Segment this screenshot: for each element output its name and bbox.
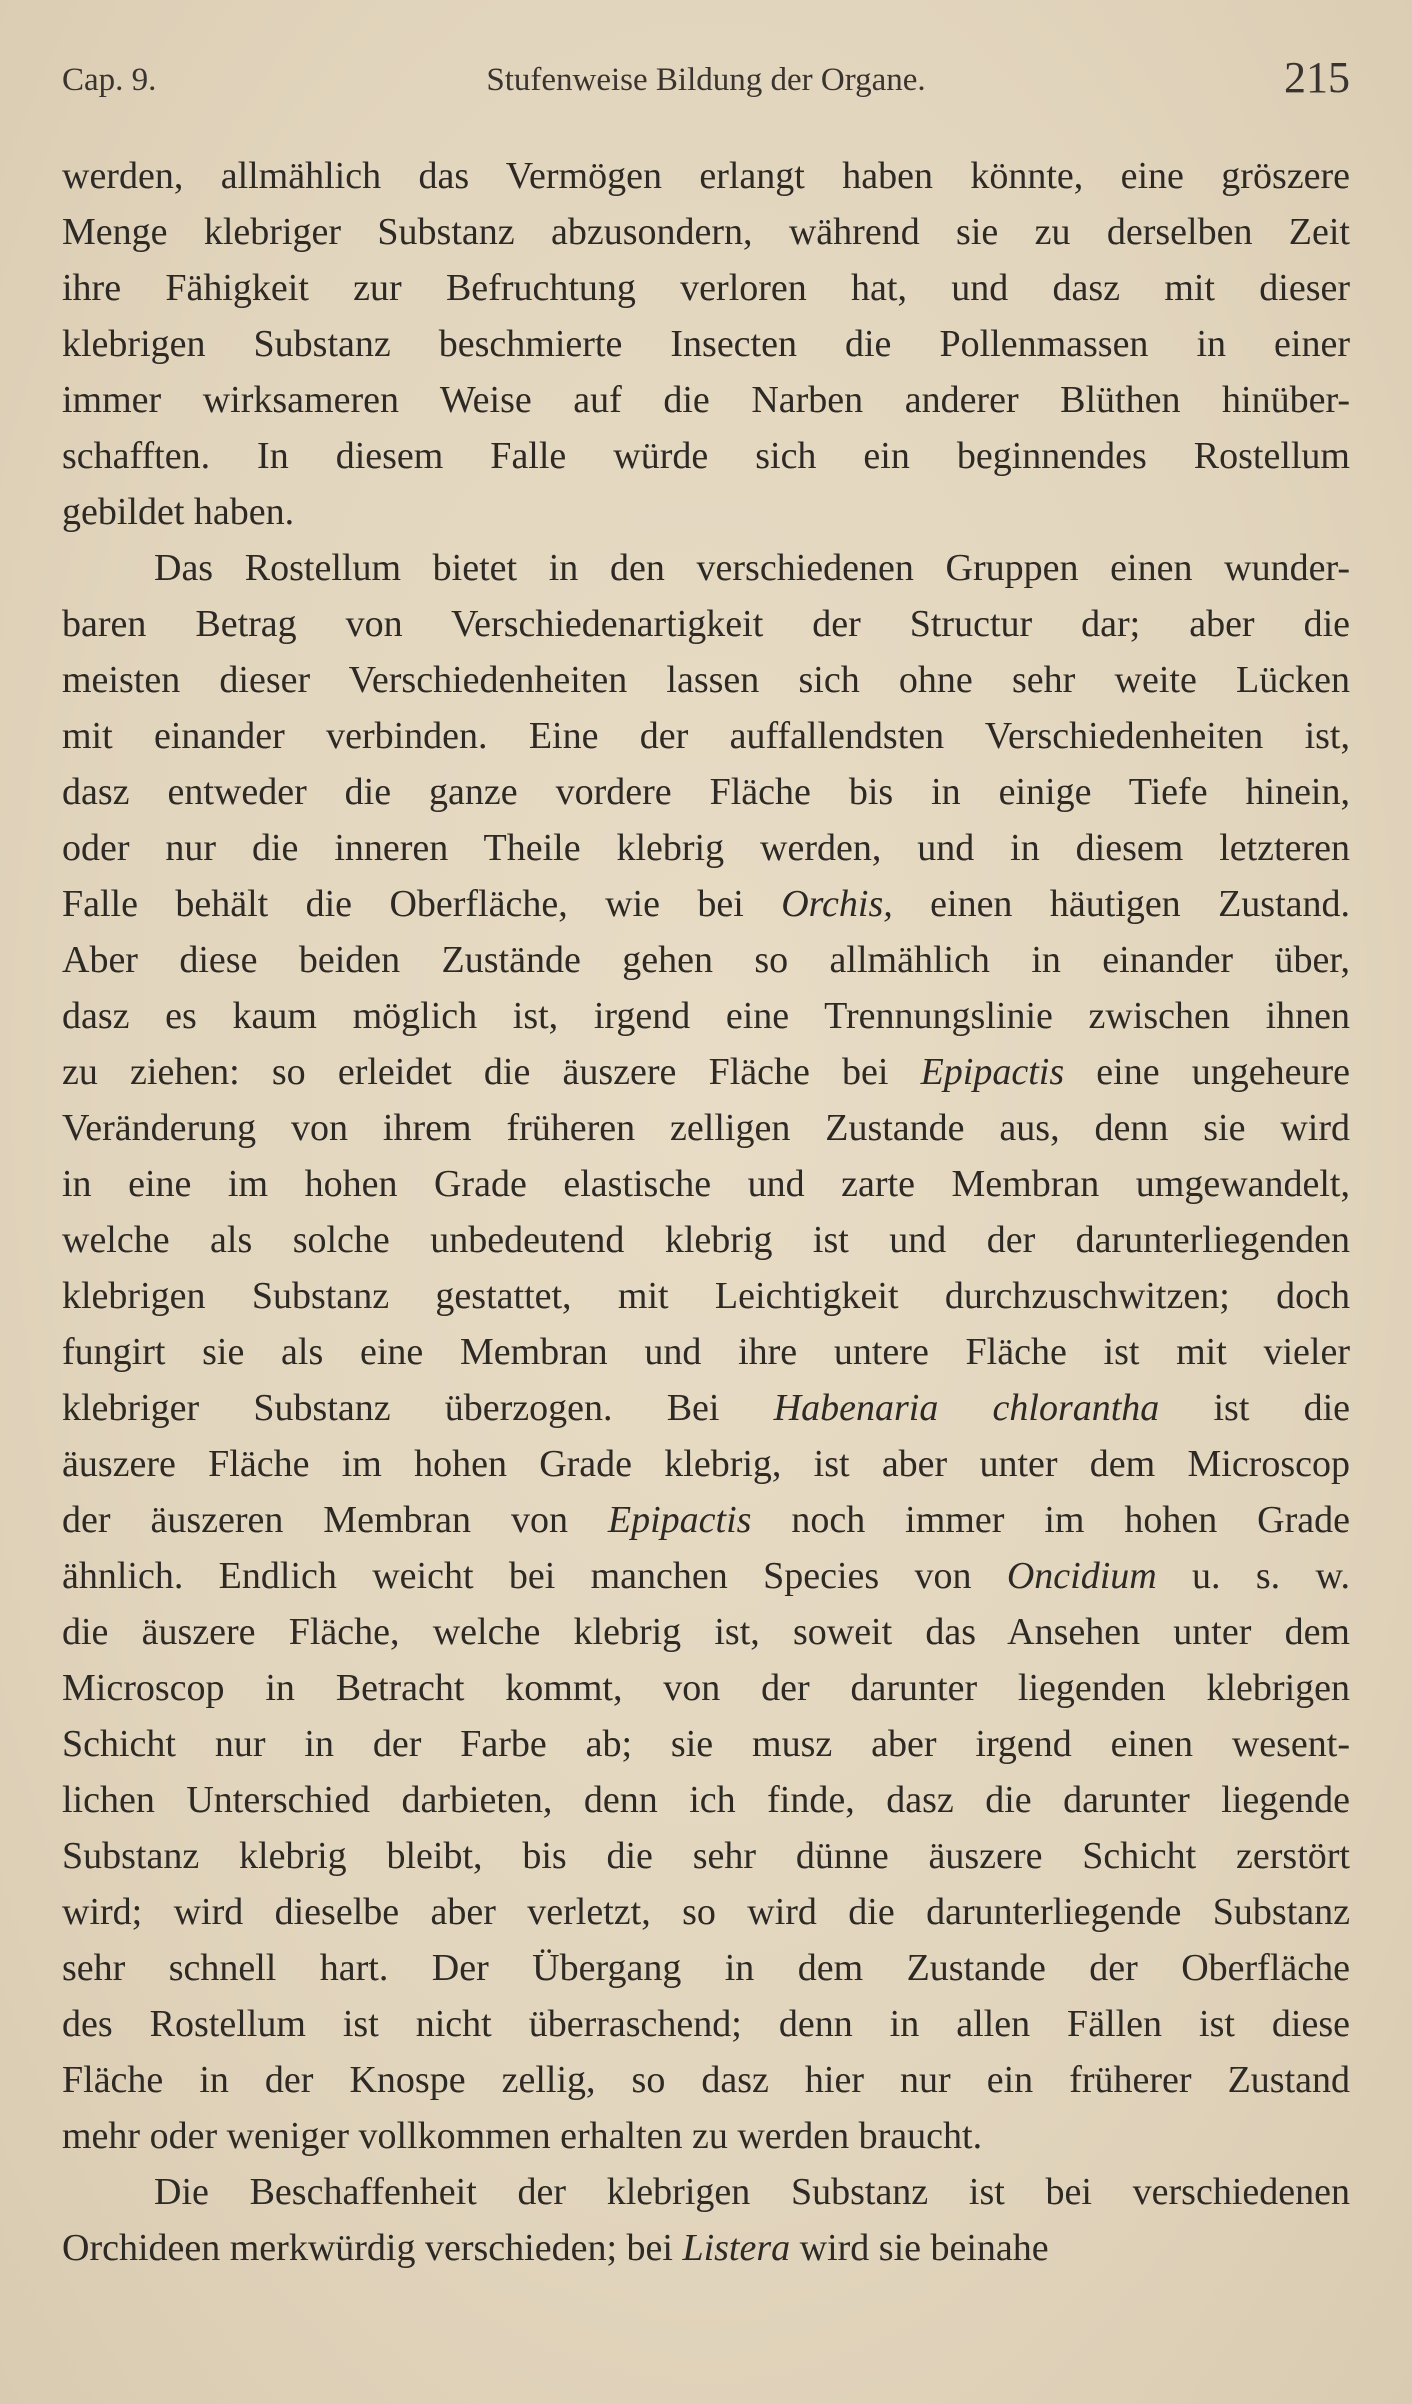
- text-line: werden, allmählich das Vermögen erlangt haben könnte, eine gröszere: [62, 155, 1350, 197]
- text-line: Orchideen merkwürdig verschieden; bei Listera wird sie beinahe: [62, 2227, 1049, 2269]
- text-line: Substanz klebrig bleibt, bis die sehr dünne äuszere Schicht zerstört: [62, 1835, 1350, 1877]
- running-header: [62, 52, 1350, 112]
- body-text: [62, 148, 1350, 2276]
- text-line: klebriger Substanz überzogen. Bei Habenaria chlorantha ist die: [62, 1387, 1351, 1429]
- paragraph-p1: [62, 148, 1350, 540]
- text-line: Fläche in der Knospe zellig, so dasz hier nur ein früherer Zustand: [62, 2059, 1350, 2101]
- text-line: Aber diese beiden Zustände gehen so allmählich in einander über,: [62, 939, 1350, 981]
- text-line: zu ziehen: so erleidet die äuszere Fläche bei Epipactis eine ungeheure: [62, 1051, 1350, 1093]
- text-line: ihre Fähigkeit zur Befruchtung verloren hat, und dasz mit dieser: [62, 267, 1350, 309]
- page-number: 215: [1284, 53, 1350, 102]
- text-line: der äuszeren Membran von Epipactis noch immer im hohen Grade: [62, 1499, 1350, 1541]
- text-line: meisten dieser Verschiedenheiten lassen sich ohne sehr weite Lücken: [62, 659, 1350, 701]
- text-line: dasz es kaum möglich ist, irgend eine Trennungslinie zwischen ihnen: [62, 995, 1350, 1037]
- text-line: die äuszere Fläche, welche klebrig ist, soweit das Ansehen unter dem: [62, 1611, 1350, 1653]
- text-line: mit einander verbinden. Eine der auffallendsten Verschiedenheiten ist,: [62, 715, 1350, 757]
- text-line: baren Betrag von Verschiedenartigkeit der Structur dar; aber die: [62, 603, 1350, 645]
- text-line: immer wirksameren Weise auf die Narben anderer Blüthen hinüber-: [62, 379, 1350, 421]
- text-line: schafften. In diesem Falle würde sich ein beginnendes Rostellum: [62, 435, 1350, 477]
- text-line: welche als solche unbedeutend klebrig ist und der darunterliegenden: [62, 1219, 1350, 1261]
- text-line: klebrigen Substanz gestattet, mit Leichtigkeit durchzuschwitzen; doch: [62, 1275, 1350, 1317]
- text-line: äuszere Fläche im hohen Grade klebrig, ist aber unter dem Microscop: [62, 1443, 1350, 1485]
- text-line: ähnlich. Endlich weicht bei manchen Species von Oncidium u. s. w.: [62, 1555, 1350, 1597]
- text-line: in eine im hohen Grade elastische und zarte Membran umgewandelt,: [62, 1163, 1350, 1205]
- chapter-label: Cap. 9.: [62, 62, 157, 98]
- text-line: wird; wird dieselbe aber verletzt, so wird die darunterliegende Substanz: [62, 1891, 1350, 1933]
- text-line: Menge klebriger Substanz abzusondern, während sie zu derselben Zeit: [62, 211, 1350, 253]
- text-line: sehr schnell hart. Der Übergang in dem Zustande der Oberfläche: [62, 1947, 1350, 1989]
- text-line: Falle behält die Oberfläche, wie bei Orchis, einen häutigen Zustand.: [62, 883, 1350, 925]
- text-line: Microscop in Betracht kommt, von der darunter liegenden klebrigen: [62, 1667, 1350, 1709]
- text-line: mehr oder weniger vollkommen erhalten zu werden braucht.: [62, 2115, 983, 2157]
- text-line: lichen Unterschied darbieten, denn ich finde, dasz die darunter liegende: [62, 1779, 1350, 1821]
- text-line: des Rostellum ist nicht überraschend; denn in allen Fällen ist diese: [62, 2003, 1350, 2045]
- text-line: Die Beschaffenheit der klebrigen Substanz ist bei verschiedenen: [154, 2171, 1350, 2213]
- text-line: klebrigen Substanz beschmierte Insecten die Pollenmassen in einer: [62, 323, 1350, 365]
- running-title: Stufenweise Bildung der Organe.: [486, 62, 926, 98]
- text-line: oder nur die inneren Theile klebrig werden, und in diesem letzteren: [62, 827, 1350, 869]
- text-line: fungirt sie als eine Membran und ihre untere Fläche ist mit vieler: [62, 1331, 1350, 1373]
- paragraph-p2: [62, 540, 1350, 2164]
- paragraph-p3: [62, 2164, 1350, 2276]
- text-line: Schicht nur in der Farbe ab; sie musz aber irgend einen wesent-: [62, 1723, 1350, 1765]
- text-line: Veränderung von ihrem früheren zelligen Zustande aus, denn sie wird: [62, 1107, 1350, 1149]
- text-line: Das Rostellum bietet in den verschiedenen Gruppen einen wunder-: [154, 547, 1350, 589]
- text-line: dasz entweder die ganze vordere Fläche bis in einige Tiefe hinein,: [62, 771, 1350, 813]
- text-line: gebildet haben.: [62, 491, 295, 533]
